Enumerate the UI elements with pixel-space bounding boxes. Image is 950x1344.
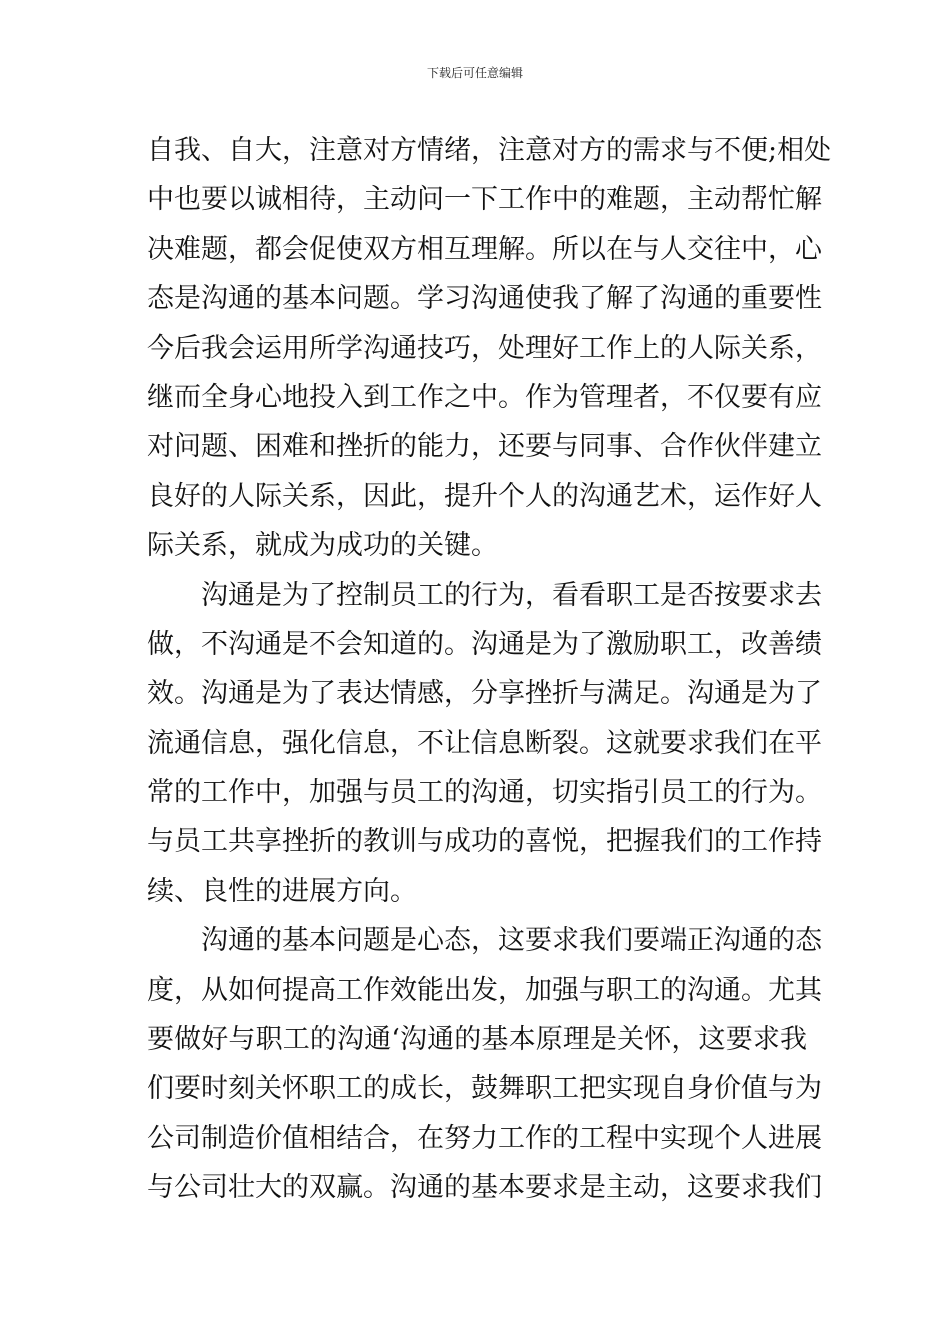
text-line: 态是沟通的基本问题。学习沟通使我了解了沟通的重要性 [147, 283, 822, 315]
text-line: 常的工作中，加强与员工的沟通，切实指引员工的行为。 [147, 777, 822, 809]
text-line: 对问题、困难和挫折的能力，还要与同事、合作伙伴建立 [147, 431, 822, 463]
body-text [147, 126, 832, 1213]
text-line: 际关系，就成为成功的关键。 [147, 530, 498, 562]
text-line: 要做好与职工的沟通‘沟通的基本原理是关怀，这要求我 [147, 1024, 807, 1056]
text-line: 今后我会运用所学沟通技巧，处理好工作上的人际关系， [147, 332, 822, 364]
text-line: 自我、自大，注意对方情绪，注意对方的需求与不便;相处 [147, 135, 832, 166]
text-line: 决难题，都会促使双方相互理解。所以在与人交往中，心 [147, 233, 822, 265]
text-line: 沟通是为了控制员工的行为，看看职工是否按要求去 [201, 579, 822, 611]
text-line: 流通信息，强化信息，不让信息断裂。这就要求我们在平 [147, 727, 822, 759]
text-line: 做，不沟通是不会知道的。沟通是为了激励职工，改善绩 [147, 628, 822, 660]
text-line: 与公司壮大的双赢。沟通的基本要求是主动，这要求我们 [147, 1172, 822, 1204]
text-line: 中也要以诚相待，主动问一下工作中的难题，主动帮忙解 [147, 184, 822, 216]
text-line: 续、良性的进展方向。 [147, 875, 417, 907]
text-line: 沟通的基本问题是心态，这要求我们要端正沟通的态 [201, 925, 822, 957]
text-line: 公司制造价值相结合，在努力工作的工程中实现个人进展 [147, 1122, 822, 1154]
text-line: 继而全身心地投入到工作之中。作为管理者，不仅要有应 [147, 381, 822, 413]
text-line: 度，从如何提高工作效能出发，加强与职工的沟通。尤其 [147, 974, 822, 1006]
text-line: 与员工共享挫折的教训与成功的喜悦，把握我们的工作持 [147, 826, 822, 858]
text-line: 们要时刻关怀职工的成长，鼓舞职工把实现自身价值与为 [147, 1073, 822, 1105]
page-header: 下载后可任意编辑 [426, 66, 523, 80]
text-line: 效。沟通是为了表达情感，分享挫折与满足。沟通是为了 [147, 678, 822, 710]
text-line: 良好的人际关系，因此，提升个人的沟通艺术，运作好人 [147, 480, 822, 512]
